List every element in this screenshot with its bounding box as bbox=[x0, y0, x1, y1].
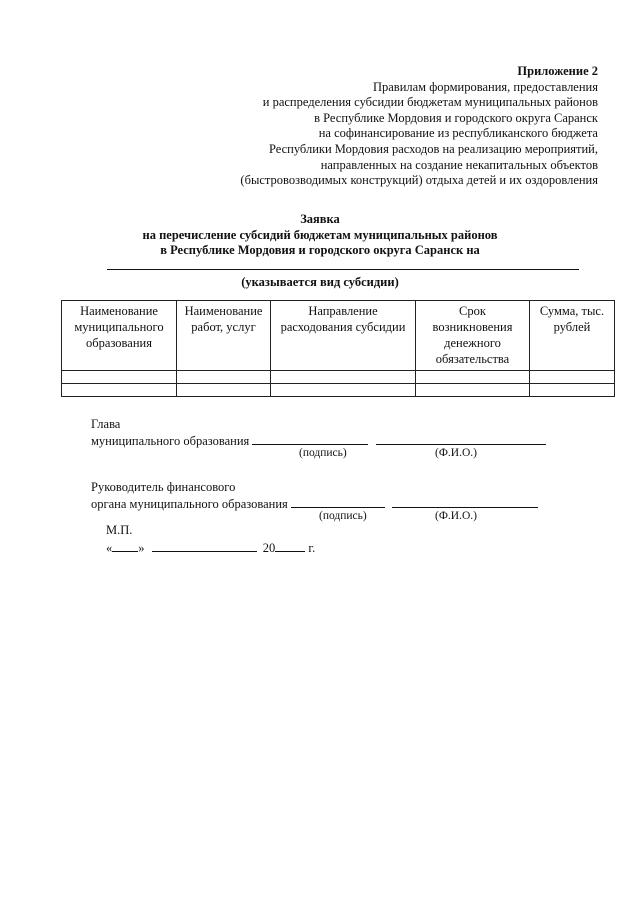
request-title-block bbox=[0, 212, 640, 259]
subsidy-table bbox=[61, 300, 615, 397]
appendix-line: и распределения субсидии бюджетам муниципальных районов bbox=[262, 95, 598, 110]
finance-name-field[interactable] bbox=[392, 495, 538, 508]
year-prefix: 20 bbox=[262, 541, 276, 555]
table-cell[interactable] bbox=[530, 384, 615, 397]
signature-caption: (подпись) bbox=[319, 510, 367, 522]
table-cell[interactable] bbox=[177, 384, 271, 397]
table-row bbox=[62, 371, 615, 384]
subsidy-type-caption: (указывается вид субсидии) bbox=[241, 275, 399, 289]
table-cell[interactable] bbox=[416, 371, 530, 384]
table-cell[interactable] bbox=[62, 384, 177, 397]
column-header: Наименование работ, услуг bbox=[177, 301, 271, 371]
head-label-line1: Глава bbox=[91, 417, 121, 431]
column-header: Наименование муниципального образования bbox=[62, 301, 177, 371]
day-field[interactable] bbox=[112, 539, 138, 552]
table-cell[interactable] bbox=[177, 371, 271, 384]
table-cell[interactable] bbox=[530, 371, 615, 384]
table-header-row bbox=[62, 301, 615, 371]
head-signature-field[interactable] bbox=[252, 432, 368, 445]
table-cell[interactable] bbox=[271, 384, 416, 397]
name-caption: (Ф.И.О.) bbox=[435, 510, 477, 522]
head-name-field[interactable] bbox=[376, 432, 546, 445]
column-header: Срок возникновения денежного обязательства bbox=[416, 301, 530, 371]
month-field[interactable] bbox=[152, 539, 257, 552]
table-cell[interactable] bbox=[62, 371, 177, 384]
appendix-header bbox=[178, 64, 598, 189]
appendix-line: Республики Мордовия расходов на реализацию мероприятий, bbox=[268, 141, 598, 156]
column-header: Направление расходования субсидии bbox=[271, 301, 416, 371]
date-open-quote: « bbox=[106, 541, 113, 555]
appendix-line: в Республике Мордовия и городского округа Саранск bbox=[314, 110, 598, 125]
table-cell[interactable] bbox=[416, 384, 530, 397]
request-subtitle-line: на перечисление субсидий бюджетам муниципальных районов bbox=[142, 227, 498, 242]
table-row bbox=[62, 384, 615, 397]
year-field[interactable] bbox=[275, 539, 305, 552]
column-header: Сумма, тыс. рублей bbox=[530, 301, 615, 371]
head-signature-block bbox=[91, 416, 546, 449]
subsidy-type-field[interactable] bbox=[107, 269, 579, 270]
year-suffix: г. bbox=[308, 541, 316, 555]
request-title: Заявка bbox=[300, 212, 340, 226]
table-cell[interactable] bbox=[271, 371, 416, 384]
appendix-line: направленных на создание некапитальных объектов bbox=[320, 157, 598, 172]
stamp-label: М.П. bbox=[106, 523, 133, 537]
appendix-line: Правилам формирования, предоставления bbox=[372, 79, 598, 94]
finance-label-line2: органа муниципального образования bbox=[91, 497, 288, 511]
appendix-title: Приложение 2 bbox=[517, 64, 598, 78]
appendix-line: на софинансирование из республиканского бюджета bbox=[318, 126, 598, 141]
request-subtitle-line: в Республике Мордовия и городского округа Саранск на bbox=[160, 243, 480, 257]
finance-label-line1: Руководитель финансового bbox=[91, 480, 236, 494]
signature-caption: (подпись) bbox=[299, 447, 347, 459]
finance-signature-field[interactable] bbox=[291, 495, 385, 508]
date-close-quote: » bbox=[138, 541, 145, 555]
appendix-line: (быстровозводимых конструкций) отдыха детей и их оздоровления bbox=[240, 173, 598, 188]
name-caption: (Ф.И.О.) bbox=[435, 447, 477, 459]
finance-signature-block bbox=[91, 479, 538, 512]
date-line bbox=[106, 539, 315, 556]
head-label-line2: муниципального образования bbox=[91, 434, 250, 448]
